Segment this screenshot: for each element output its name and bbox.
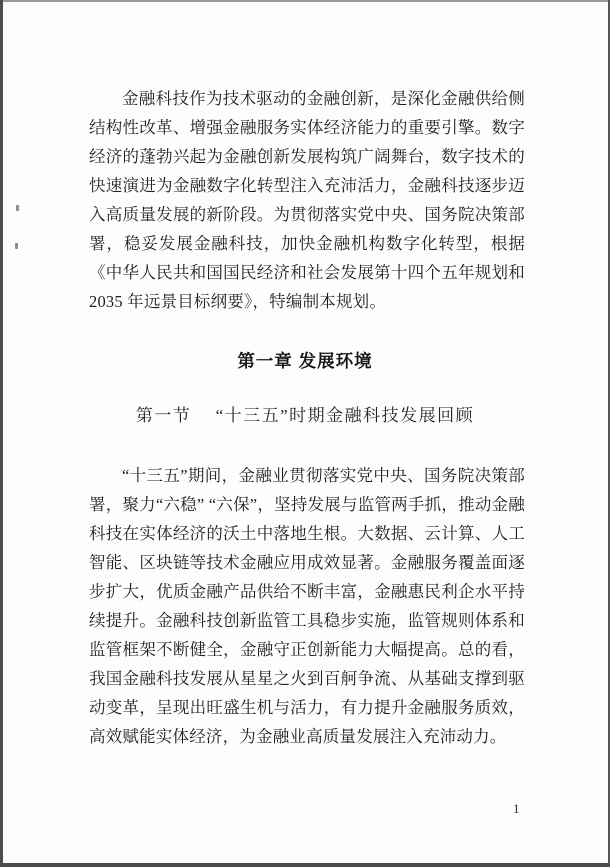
scan-artifact <box>16 205 19 211</box>
intro-paragraph: 金融科技作为技术驱动的金融创新，是深化金融供给侧结构性改革、增强金融服务实体经济能力的重要引擎。数字经济的蓬勃兴起为金融创新发展构筑广阔舞台，数字技术的快速演进为金融数字化转型注入充沛活力，金融科技逐步迈入高质量发展的新阶段。为贯彻落实党中央、国务院决策部署，稳妥发展金融科技，加快金融机构数字化转型，根据《中华人民共和国国民经济和社会发展第十四个五年规划和 2035 年远景目标纲要》，特编制本规划。 <box>89 89 525 311</box>
section-heading: 第一节 “十三五”时期金融科技发展回顾 <box>135 406 475 425</box>
scan-edge-bottom <box>0 863 610 867</box>
review-paragraph: “十三五”期间，金融业贯彻落实党中央、国务院决策部署，聚力“六稳” “六保”，坚持发展与监管两手抓，推动金融科技在实体经济的沃土中落地生根。大数据、云计算、人工智能、区块链等技术金融应用成效显著。金融服务覆盖面逐步扩大，优质金融产品供给不断丰富，金融惠民利企水平持续提升。金融科技创新监管工具稳步实施，监管规则体系和监管框架不断健全，金融守正创新能力大幅提高。总的看，我国金融科技发展从星星之火到百舸争流、从基础支撑到驱动变革，呈现出旺盛生机与活力，有力提升金融服务质效，高效赋能实体经济，为金融业高质量发展注入充沛动力。 <box>89 466 525 746</box>
page-number: 1 <box>513 801 520 816</box>
chapter-heading: 第一章 发展环境 <box>237 351 373 371</box>
scan-edge-left <box>0 0 3 867</box>
scan-edge-top <box>0 0 610 2</box>
scan-artifact <box>15 243 18 249</box>
